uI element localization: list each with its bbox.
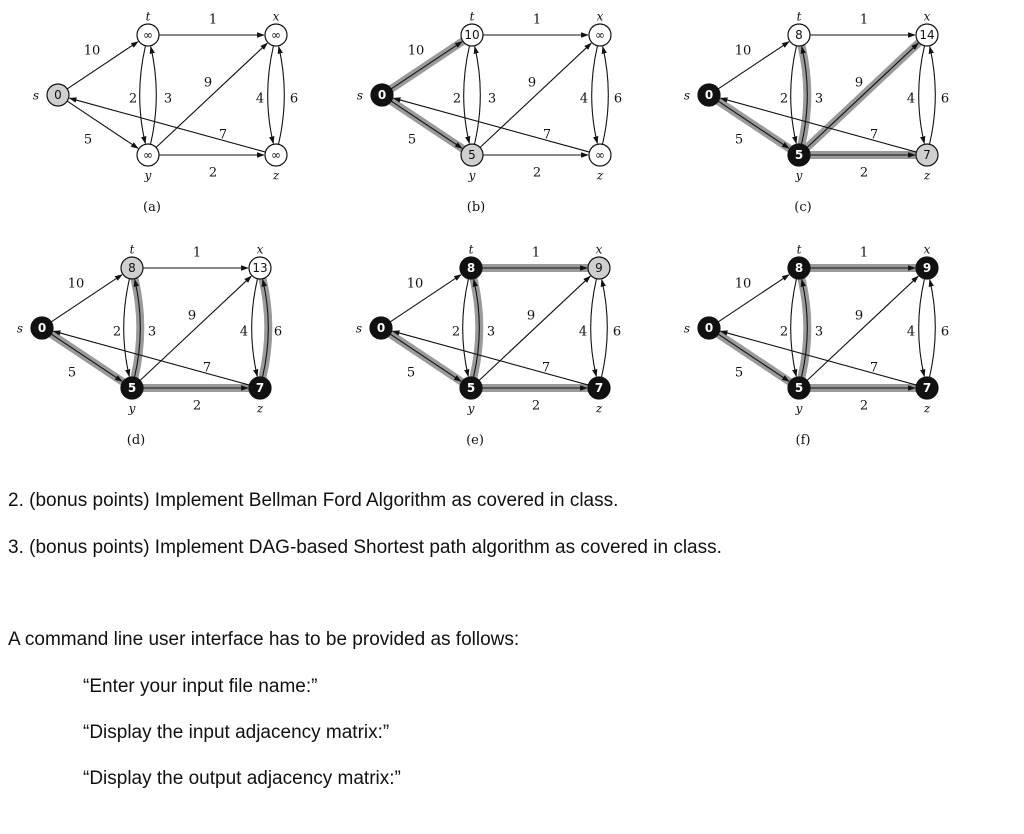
- edge-weight: 4: [578, 324, 588, 340]
- panel-caption: (d): [126, 433, 146, 448]
- edge-y-x: [156, 43, 267, 147]
- edge-z-x: [929, 47, 935, 145]
- edge-t-y: [463, 279, 469, 377]
- edge-weight: 5: [407, 132, 417, 148]
- edge-s-t: [718, 275, 789, 322]
- edge-s-y: [718, 334, 789, 381]
- edge-weight: 6: [940, 91, 950, 107]
- vertex-distance: ∞: [271, 148, 281, 162]
- vertex-name: x: [595, 242, 603, 257]
- vertex-name: z: [595, 401, 603, 416]
- edge-weight: 2: [779, 324, 789, 340]
- edge-weight: 3: [163, 91, 173, 107]
- vertex-name: z: [596, 168, 604, 183]
- vertex-name: x: [923, 242, 931, 257]
- edge-weight: 2: [128, 91, 138, 107]
- vertex-distance: ∞: [143, 28, 153, 42]
- edge-z-x: [278, 47, 284, 145]
- vertex-name: x: [272, 9, 280, 24]
- question-3: 3. (bonus points) Implement DAG-based Shortest path algorithm as covered in class.: [8, 537, 722, 558]
- edge-t-y: [464, 46, 470, 144]
- prompt-input-file: “Enter your input file name:”: [83, 676, 318, 697]
- graph-panel: [684, 10, 949, 216]
- vertex-name: s: [683, 88, 690, 103]
- vertex-distance: 0: [37, 321, 47, 335]
- vertex-distance: 8: [795, 28, 803, 42]
- edge-weight: 3: [487, 91, 497, 107]
- vertex-name: t: [796, 242, 802, 257]
- edge-weight: 9: [187, 308, 197, 324]
- edge-weight: 4: [255, 91, 265, 107]
- edge-weight: 1: [192, 245, 202, 261]
- edge-y-t: [474, 47, 480, 145]
- prompt-input-matrix: “Display the input adjacency matrix:”: [83, 722, 390, 743]
- edge-t-y: [791, 46, 797, 144]
- edge-x-z: [919, 46, 925, 144]
- graph-panel: [17, 243, 282, 449]
- edge-weight: 2: [859, 398, 869, 414]
- panel-caption: (a): [143, 200, 161, 215]
- edge-z-x: [601, 280, 607, 378]
- edge-x-z: [268, 46, 274, 144]
- edge-weight: 1: [532, 12, 542, 28]
- vertex-name: y: [468, 168, 476, 183]
- vertex-distance: 5: [466, 381, 476, 395]
- edge-weight: 2: [452, 91, 462, 107]
- vertex-name: s: [16, 321, 23, 336]
- vertex-distance: 9: [922, 261, 932, 275]
- vertex-distance: 14: [919, 28, 935, 42]
- edge-weight: 4: [239, 324, 249, 340]
- edge-weight: 5: [734, 132, 744, 148]
- edge-weight: 5: [67, 365, 77, 381]
- edge-weight: 9: [527, 75, 537, 91]
- vertex-distance: 7: [594, 381, 604, 395]
- edge-weight: 2: [532, 165, 542, 181]
- edge-weight: 2: [779, 91, 789, 107]
- edge-weight: 5: [406, 365, 416, 381]
- edge-weight: 6: [613, 91, 623, 107]
- edge-weight: 2: [859, 165, 869, 181]
- vertex-distance: 9: [595, 261, 603, 275]
- edge-s-y: [51, 334, 122, 381]
- vertex-name: z: [923, 168, 931, 183]
- edge-weight: 9: [203, 75, 213, 91]
- edge-weight: 6: [612, 324, 622, 340]
- vertex-name: t: [469, 9, 475, 24]
- vertex-distance: 5: [794, 148, 804, 162]
- edge-weight: 7: [542, 127, 552, 143]
- edge-weight: 7: [541, 360, 551, 376]
- edge-weight: 3: [486, 324, 496, 340]
- graph-panel: [684, 243, 949, 449]
- edge-t-y: [124, 279, 130, 377]
- edge-weight: 4: [906, 91, 916, 107]
- edge-weight: 9: [854, 308, 864, 324]
- vertex-name: y: [128, 401, 136, 416]
- edge-weight: 3: [147, 324, 157, 340]
- edge-s-y: [390, 334, 461, 381]
- vertex-distance: 0: [376, 321, 386, 335]
- edge-weight: 4: [579, 91, 589, 107]
- vertex-name: t: [145, 9, 151, 24]
- edge-z-x: [929, 280, 935, 378]
- vertex-distance: 7: [923, 148, 931, 162]
- edge-weight: 7: [218, 127, 228, 143]
- vertex-distance: 13: [252, 261, 268, 275]
- edge-weight: 10: [83, 43, 101, 59]
- edge-weight: 2: [208, 165, 218, 181]
- vertex-name: z: [923, 401, 931, 416]
- edge-weight: 1: [859, 12, 869, 28]
- edge-weight: 3: [814, 324, 824, 340]
- edge-t-y: [791, 279, 797, 377]
- edge-y-x: [807, 276, 918, 380]
- edge-s-t: [390, 275, 461, 322]
- edge-t-y: [140, 46, 146, 144]
- graph-panel: [33, 10, 298, 216]
- vertex-distance: 0: [54, 88, 62, 102]
- edge-weight: 5: [83, 132, 93, 148]
- edge-weight: 2: [112, 324, 122, 340]
- vertex-name: t: [796, 9, 802, 24]
- edge-weight: 10: [406, 276, 424, 292]
- edge-weight: 7: [869, 360, 879, 376]
- edge-weight: 2: [531, 398, 541, 414]
- vertex-distance: ∞: [595, 28, 605, 42]
- edge-y-x: [140, 276, 251, 380]
- edge-weight: 3: [814, 91, 824, 107]
- vertex-name: y: [144, 168, 152, 183]
- edge-x-z: [592, 46, 598, 144]
- edge-weight: 2: [451, 324, 461, 340]
- edge-weight: 9: [854, 75, 864, 91]
- edge-weight: 7: [869, 127, 879, 143]
- vertex-name: t: [468, 242, 474, 257]
- vertex-name: s: [356, 88, 363, 103]
- edge-z-x: [602, 47, 608, 145]
- edge-s-y: [718, 101, 789, 148]
- edge-s-t: [51, 275, 122, 322]
- vertex-distance: 0: [377, 88, 387, 102]
- edge-weight: 10: [407, 43, 425, 59]
- edge-y-x: [479, 276, 590, 380]
- edge-weight: 6: [273, 324, 283, 340]
- vertex-name: y: [467, 401, 475, 416]
- panel-caption: (b): [466, 200, 486, 215]
- vertex-name: x: [596, 9, 604, 24]
- edge-x-z: [919, 279, 925, 377]
- edge-weight: 7: [202, 360, 212, 376]
- edge-weight: 1: [531, 245, 541, 261]
- vertex-distance: 0: [704, 321, 714, 335]
- cli-intro: A command line user interface has to be provided as follows:: [8, 629, 520, 650]
- edge-weight: 10: [734, 43, 752, 59]
- vertex-distance: 5: [127, 381, 137, 395]
- graph-panel: [357, 10, 622, 216]
- vertex-distance: ∞: [143, 148, 153, 162]
- vertex-distance: 10: [464, 28, 480, 42]
- vertex-name: z: [256, 401, 264, 416]
- edge-y-t: [150, 47, 156, 145]
- vertex-name: s: [355, 321, 362, 336]
- vertex-distance: 0: [704, 88, 714, 102]
- vertex-name: x: [256, 242, 264, 257]
- panel-caption: (c): [794, 200, 812, 215]
- edge-s-t: [718, 42, 789, 89]
- edge-weight: 10: [67, 276, 85, 292]
- edge-x-z: [591, 279, 597, 377]
- vertex-name: y: [795, 401, 803, 416]
- panel-caption: (f): [795, 433, 811, 448]
- edge-x-z: [252, 279, 258, 377]
- vertex-distance: 8: [466, 261, 476, 275]
- edge-s-y: [391, 101, 462, 148]
- edge-s-t: [67, 42, 138, 89]
- edge-weight: 9: [526, 308, 536, 324]
- vertex-distance: ∞: [595, 148, 605, 162]
- vertex-name: z: [272, 168, 280, 183]
- vertex-name: s: [683, 321, 690, 336]
- edge-weight: 1: [859, 245, 869, 261]
- vertex-distance: 7: [255, 381, 265, 395]
- prompt-output-matrix: “Display the output adjacency matrix:”: [83, 768, 401, 789]
- edge-weight: 4: [906, 324, 916, 340]
- edge-y-x: [480, 43, 591, 147]
- vertex-distance: 7: [922, 381, 932, 395]
- edge-weight: 6: [289, 91, 299, 107]
- edge-s-y: [67, 101, 138, 148]
- vertex-distance: 5: [468, 148, 476, 162]
- vertex-name: y: [795, 168, 803, 183]
- vertex-distance: 5: [794, 381, 804, 395]
- edge-weight: 2: [192, 398, 202, 414]
- vertex-name: s: [32, 88, 39, 103]
- vertex-distance: ∞: [271, 28, 281, 42]
- question-2: 2. (bonus points) Implement Bellman Ford Algorithm as covered in class.: [8, 490, 619, 511]
- edge-y-x: [807, 43, 918, 147]
- edge-weight: 5: [734, 365, 744, 381]
- edge-weight: 6: [940, 324, 950, 340]
- vertex-distance: 8: [128, 261, 136, 275]
- edge-s-t: [391, 42, 462, 89]
- vertex-distance: 8: [794, 261, 804, 275]
- vertex-name: x: [923, 9, 931, 24]
- panel-caption: (e): [466, 433, 484, 448]
- vertex-name: t: [129, 242, 135, 257]
- graph-panel: [356, 243, 621, 449]
- edge-weight: 1: [208, 12, 218, 28]
- edge-weight: 10: [734, 276, 752, 292]
